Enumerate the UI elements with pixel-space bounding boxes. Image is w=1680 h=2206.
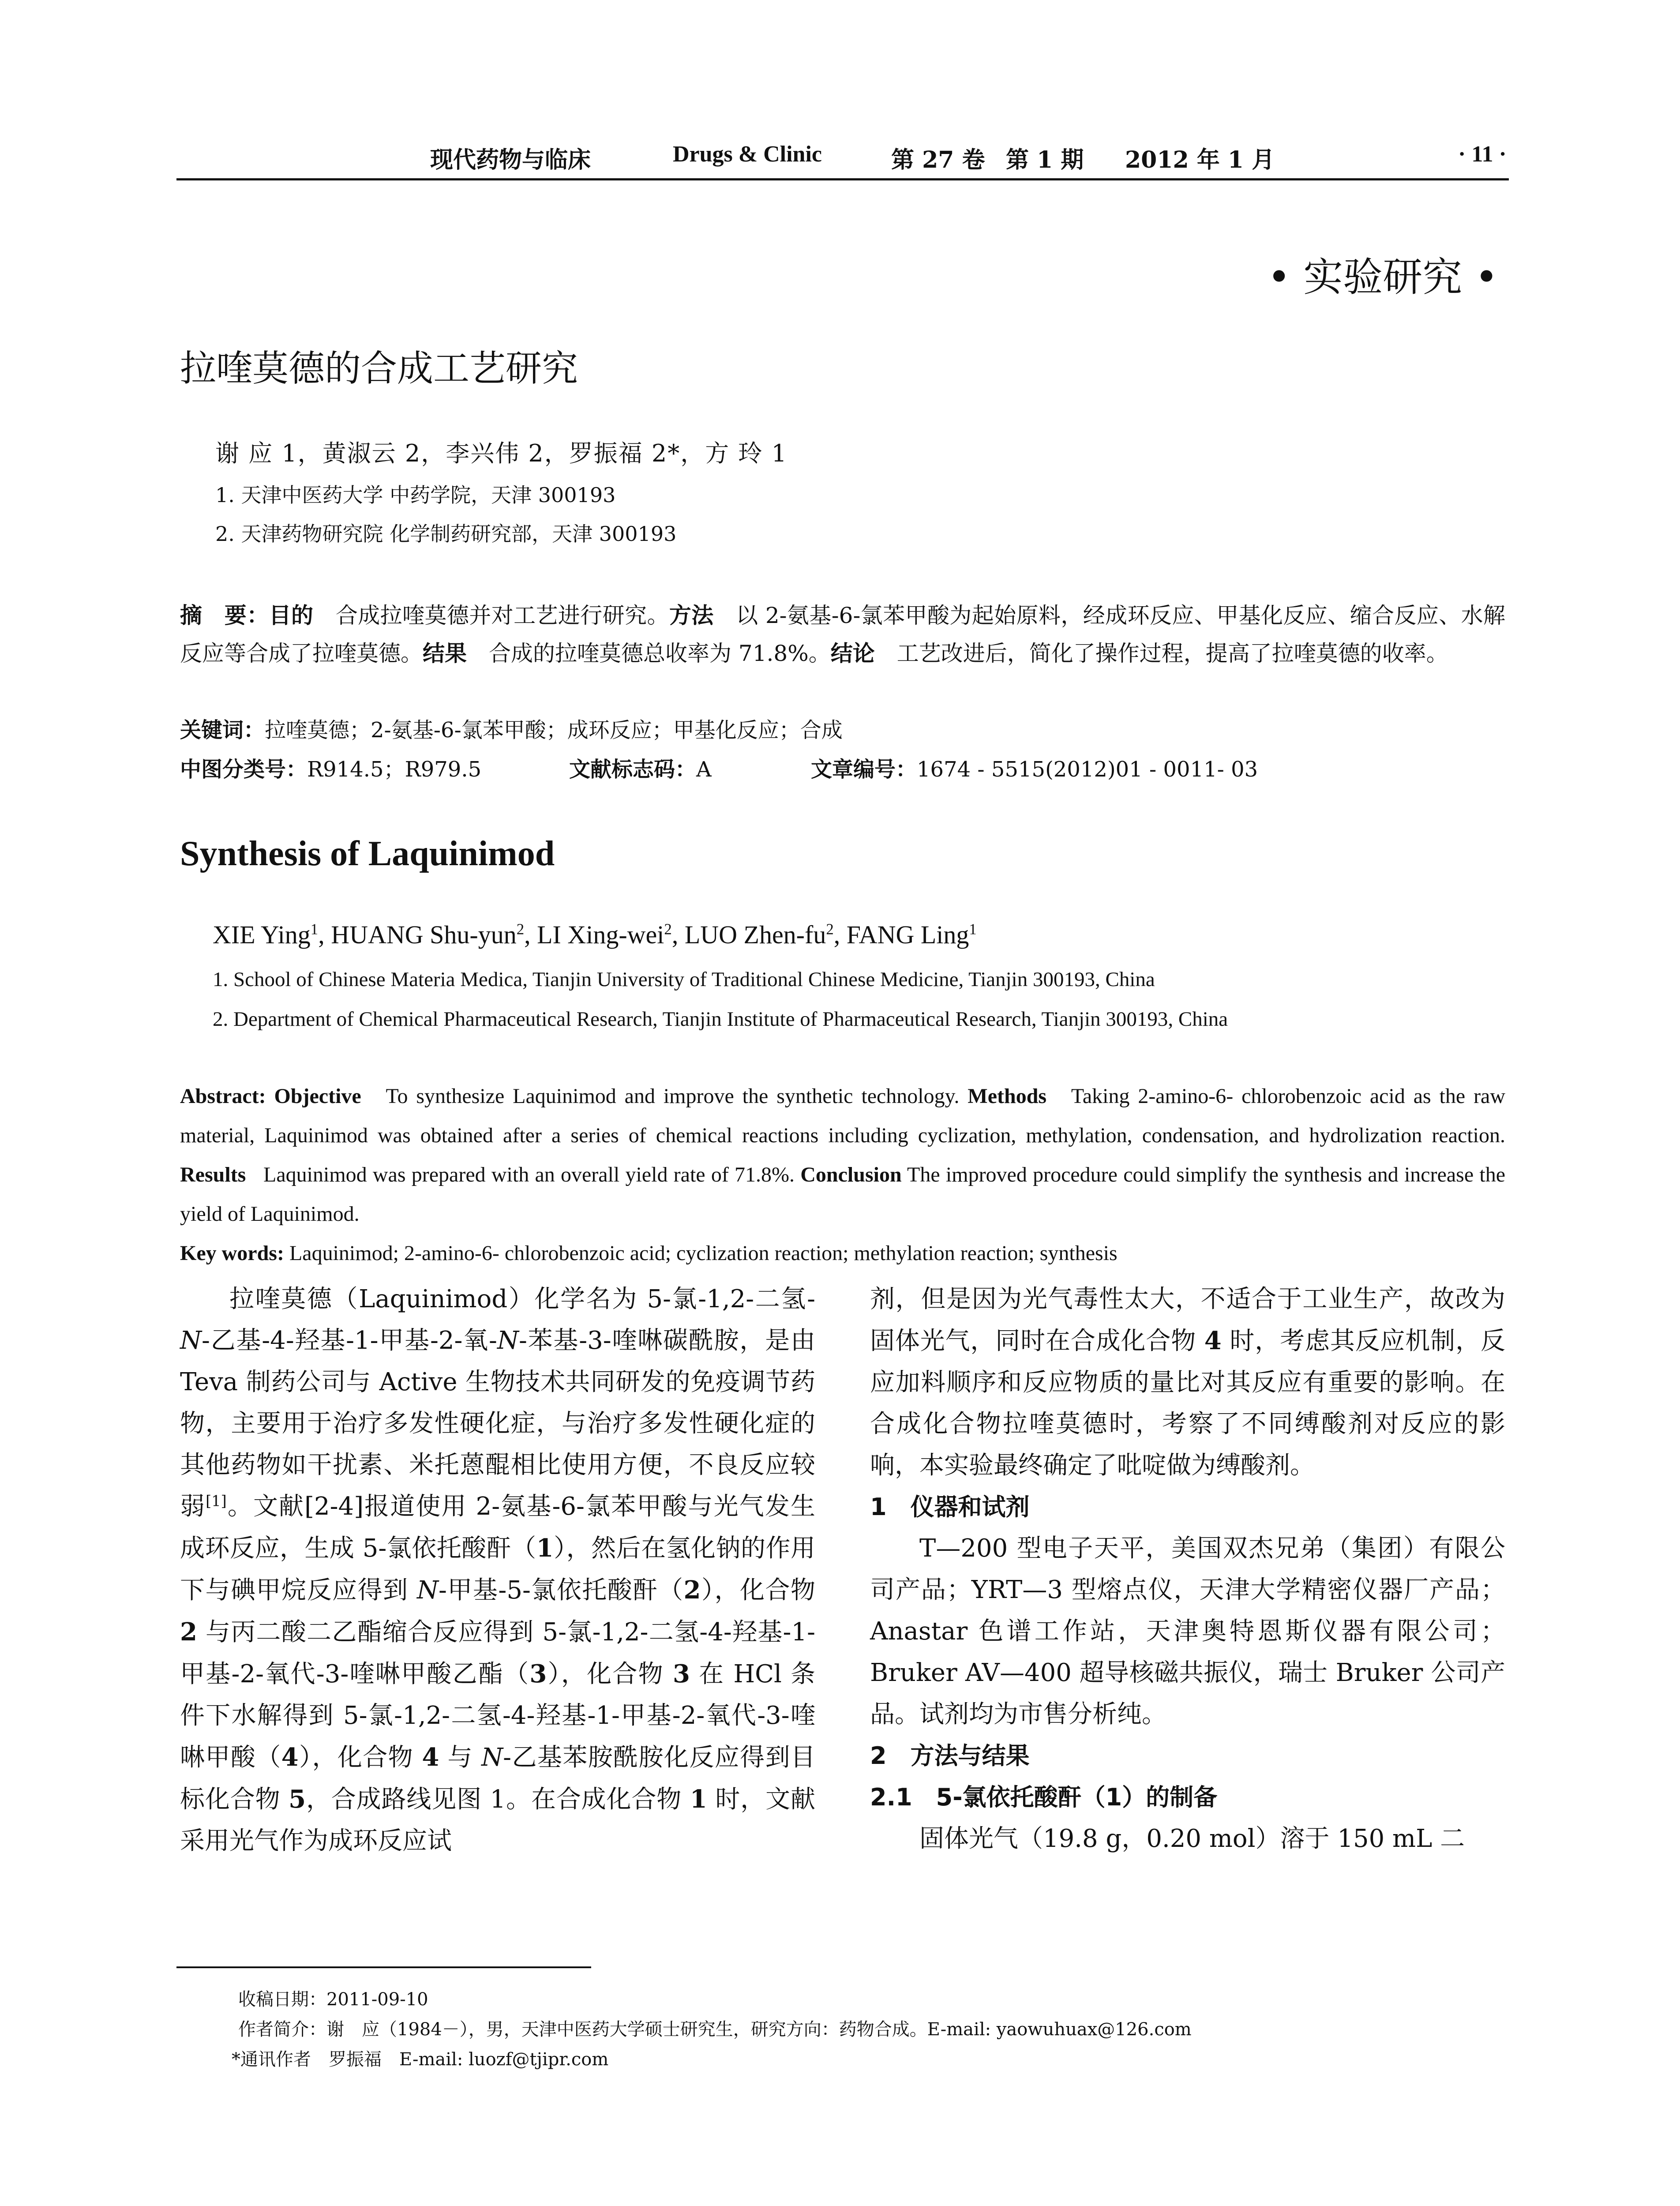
page-number: · 11 · [1458,142,1507,167]
volume: 第 27 卷 [891,146,985,173]
article-no-label: 文章编号： [811,757,917,782]
intro-paragraph: 拉喹莫德（Laquinimod）化学名为 5-氯-1,2-二氢-N-乙基-4-羟基-1-甲基-2-氧-N-苯基-3-喹啉碳酰胺，是由 Teva 制药公司与 Active 生物技术共同研发的免疫调节药物，主要用于治疗多发性硬化症，与治疗多发性硬化症的其他药物如干扰素、米托蒽醌相比使用方便，不良反应较弱[1]。文献[2-4]报道使用 2-氨基-6-氯苯甲酸与光气发生成环反应，生成 5-氯依托酸酐（1），然后在氢化钠的作用下与碘甲烷反应得到 N-甲基-5-氯依托酸酐（2），化合物 2 与丙二酸二乙酯缩合反应得到 5-氯-1,2-二氢-4-羟基-1-甲基-2-氧代-3-喹啉甲酸乙酯（3），化合物 3 在 HCl 条件下水解得到 5-氯-1,2-二氢-4-羟基-1-甲基-2-氧代-3-喹啉甲酸（4），化合物 4 与 N-乙基苯胺酰胺化反应得到目标化合物 5，合成路线见图 1。在合成化合物 1 时，文献采用光气作为成环反应试 [180,1285,816,1855]
conclusion-en-label: Conclusion [800,1163,902,1186]
running-header [176,141,1509,176]
footnote-author-bio: 作者简介：谢 应（1984－），男，天津中医药大学硕士研究生，研究方向：药物合成。E-mail: yaowuhuax@126.com [238,2019,1192,2040]
journal-name-en: Drugs & Clinic [673,142,822,167]
section-2-1-text: 固体光气（19.8 g，0.20 mol）溶于 150 mL 二 [919,1824,1465,1853]
abstract-cn [180,597,1505,672]
issue-date: 2012 年 1 月 [1125,146,1275,173]
footnote-corresponding: *通讯作者 罗振福 E-mail: luozf@tjipr.com [232,2049,609,2070]
section-1-heading: 1 仪器和试剂 [870,1493,1030,1521]
keywords-en-text: Laquinimod; 2-amino-6- chlorobenzoic acid; cyclization reaction; methylation reaction; synthesis [289,1242,1118,1265]
doc-code-label: 文献标志码： [569,757,697,782]
methods-en-text: Taking 2-amino-6- chlorobenzoic acid as the raw material, Laquinimod was obtained after a series of chemical reactions including cyclization, methylation, condensation, and hydrolization reaction. [180,1084,1506,1147]
header-rule [176,178,1509,180]
footnote-received: 收稿日期：2011-09-10 [238,1989,428,2010]
article-title-cn: 拉喹莫德的合成工艺研究 [180,348,578,390]
conclusion-en-text: The improved procedure could simplify the synthesis and increase the yield of Laquinimod. [180,1163,1506,1226]
body-right-column [870,1279,1505,1860]
authors-en: XIE Ying$^1$, HUANG Shu-yun$^2$, LI Xing-wei$^2$, LUO Zhen-$fu^2$, FANG Ling$^1$ [213,920,977,949]
section-2-1-heading: 2.1 5-氯依托酸酐（1）的制备 [870,1783,1218,1811]
affiliation-cn-1: 1. 天津中医药大学 中药学院，天津 300193 [215,483,616,507]
clc-number [180,752,481,783]
footnote-rule [176,1966,591,1968]
objective-text: 合成拉喹莫德并对工艺进行研究。 [335,603,669,628]
section-2-heading: 2 方法与结果 [870,1742,1030,1770]
results-label: 结果 [423,641,467,666]
section-1-text: T—200 型电子天平，美国双杰兄弟（集团）有限公司产品；YRT—3 型熔点仪，天津大学精密仪器厂产品；Anastar 色谱工作站，天津奥特恩斯仪器有限公司；Bruker AV—400 超导核磁共振仪，瑞士 Bruker 公司产品。试剂均为市售分析纯。 [870,1534,1505,1729]
article-title-en: Synthesis of Laquinimod [180,834,555,873]
authors-cn: 谢 应 1，黄淑云 2，李兴伟 2，罗振福 2*，方 玲 1 [215,439,788,467]
issue: 第 1 期 [1006,146,1084,173]
intro-paragraph-cont: 剂，但是因为光气毒性太大，不适合于工业生产，故改为固体光气，同时在合成化合物 4 时，考虑其反应机制，反应加料顺序和反应物质的量比对其反应有重要的影响。在合成化合物拉喹莫德时，考察了不同缚酸剂对反应的影响，本实验最终确定了吡啶做为缚酸剂。 [870,1285,1505,1480]
conclusion-text: 工艺改进后，简化了操作过程，提高了拉喹莫德的收率。 [896,641,1448,666]
abstract-en [180,1077,1505,1234]
objective-en-text: To synthesize Laquinimod and improve the synthetic technology. [386,1084,960,1108]
keywords-cn-label: 关键词： [180,718,265,743]
affiliation-cn-2: 2. 天津药物研究院 化学制药研究部，天津 300193 [215,522,677,546]
keywords-en [180,1234,1505,1273]
article-number [811,752,1258,783]
results-en-text: Laquinimod was prepared with an overall yield rate of 71.8%. [263,1163,795,1186]
conclusion-label: 结论 [830,641,875,666]
methods-text: 以 2-氨基-6-氯苯甲酸为起始原料，经成环反应、甲基化反应、缩合反应、水解反应等合成了拉喹莫德。 [180,603,1506,666]
journal-name-cn: 现代药物与临床 [430,146,591,173]
methods-label: 方法 [669,603,714,628]
abstract-en-label: Abstract: [180,1084,266,1108]
objective-en-label: Objective [274,1084,361,1108]
affiliation-en-1: 1. School of Chinese Materia Medica, Tianjin University of Traditional Chinese Medicine, Tianjin 300193, China [213,968,1155,991]
keywords-cn [180,713,843,743]
section-tag: • 实验研究 • [1267,254,1498,300]
article-no-value: 1674 - 5515(2012)01 - 0011- 03 [917,757,1258,782]
results-text: 合成的拉喹莫德总收率为 71.8%。 [489,641,831,666]
abstract-cn-label: 摘 要： [180,603,269,628]
clc-label: 中图分类号： [180,757,308,782]
clc-value: R914.5；R979.5 [307,757,482,782]
keywords-cn-text: 拉喹莫德；2-氨基-6-氯苯甲酸；成环反应；甲基化反应；合成 [265,718,843,743]
document-code [569,752,712,783]
objective-label: 目的 [269,603,314,628]
results-en-label: Results [180,1163,246,1186]
body-left-column [180,1279,815,1862]
methods-en-label: Methods [968,1084,1047,1108]
affiliation-en-2: 2. Department of Chemical Pharmaceutical Research, Tianjin Institute of Pharmaceutical Research, Tianjin 300193, China [213,1008,1228,1031]
doc-code-value: A [696,757,712,782]
keywords-en-label: Key words: [180,1242,284,1265]
